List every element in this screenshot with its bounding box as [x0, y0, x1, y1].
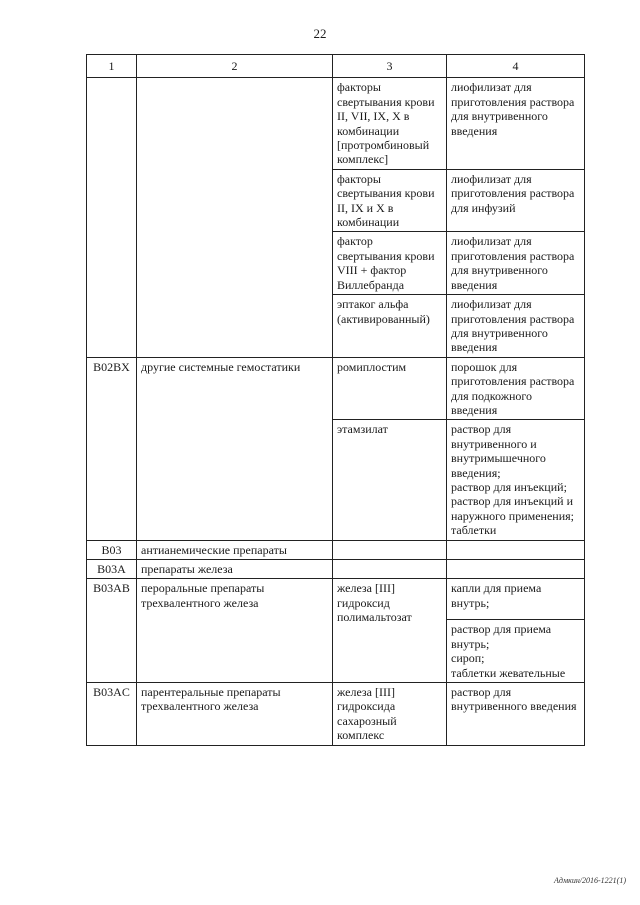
group-name-cell: антианемические препараты	[137, 540, 333, 559]
group-name-cell: другие системные гемостатики	[137, 357, 333, 540]
dosage-form-cell: раствор для внутривенного введения	[447, 683, 585, 746]
page-number: 22	[313, 26, 327, 41]
dosage-form-cell: лиофилизат для приготовления раствора для внутривенного введения	[447, 232, 585, 295]
dosage-form-cell: капли для приема внутрь;	[447, 579, 585, 620]
dosage-form-cell: лиофилизат для приготовления раствора для инфузий	[447, 169, 585, 232]
table-row	[87, 540, 585, 559]
atc-code-cell: B03AB	[87, 579, 137, 683]
drug-name-cell: железа [III] гидроксид полимальтозат	[333, 579, 447, 683]
drug-name-cell: ромиплостим	[333, 357, 447, 420]
atc-code-cell: B03A	[87, 560, 137, 579]
medication-table	[86, 54, 585, 746]
table-row	[87, 683, 585, 746]
header-row	[87, 55, 585, 78]
drug-name-cell: этамзилат	[333, 420, 447, 540]
dosage-form-cell: лиофилизат для приготовления раствора для внутривенного введения	[447, 78, 585, 169]
dosage-form-cell: раствор для приема внутрь; сироп; таблетки жевательные	[447, 620, 585, 683]
group-name-cell: парентеральные препараты трехвалентного железа	[137, 683, 333, 746]
drug-name-cell: факторы свертывания крови II, VII, IX, X в комбинации [протромбиновый комплекс]	[333, 78, 447, 169]
group-name-cell: препараты железа	[137, 560, 333, 579]
dosage-form-cell: лиофилизат для приготовления раствора для внутривенного введения	[447, 295, 585, 358]
atc-code-cell: B03AC	[87, 683, 137, 746]
dosage-form-cell	[447, 540, 585, 559]
dosage-form-cell: раствор для внутривенного и внутримышечного введения; раствор для инъекций; раствор для инъекций и наружного применения; таблетки	[447, 420, 585, 540]
drug-name-cell: факторы свертывания крови II, IX и X в комбинации	[333, 169, 447, 232]
code-cell	[87, 78, 137, 357]
drug-name-cell: эптаког альфа (активированный)	[333, 295, 447, 358]
document-reference-code: Адмкин/2016-1221(1)	[554, 876, 626, 885]
drug-name-cell: железа [III] гидроксида сахарозный комплекс	[333, 683, 447, 746]
column-header-3: 3	[333, 55, 447, 78]
column-header-4: 4	[447, 55, 585, 78]
dosage-form-cell: порошок для приготовления раствора для подкожного введения	[447, 357, 585, 420]
column-header-1: 1	[87, 55, 137, 78]
drug-name-cell	[333, 560, 447, 579]
column-header-2: 2	[137, 55, 333, 78]
table-row	[87, 560, 585, 579]
atc-code-cell: B03	[87, 540, 137, 559]
group-name-cell: пероральные препараты трехвалентного железа	[137, 579, 333, 683]
table-row	[87, 579, 585, 620]
drug-name-cell	[333, 540, 447, 559]
table-row	[87, 357, 585, 420]
drug-name-cell: фактор свертывания крови VIII + фактор Виллебранда	[333, 232, 447, 295]
group-cell	[137, 78, 333, 357]
atc-code-cell: B02BX	[87, 357, 137, 540]
dosage-form-cell	[447, 560, 585, 579]
table-row	[87, 78, 585, 169]
